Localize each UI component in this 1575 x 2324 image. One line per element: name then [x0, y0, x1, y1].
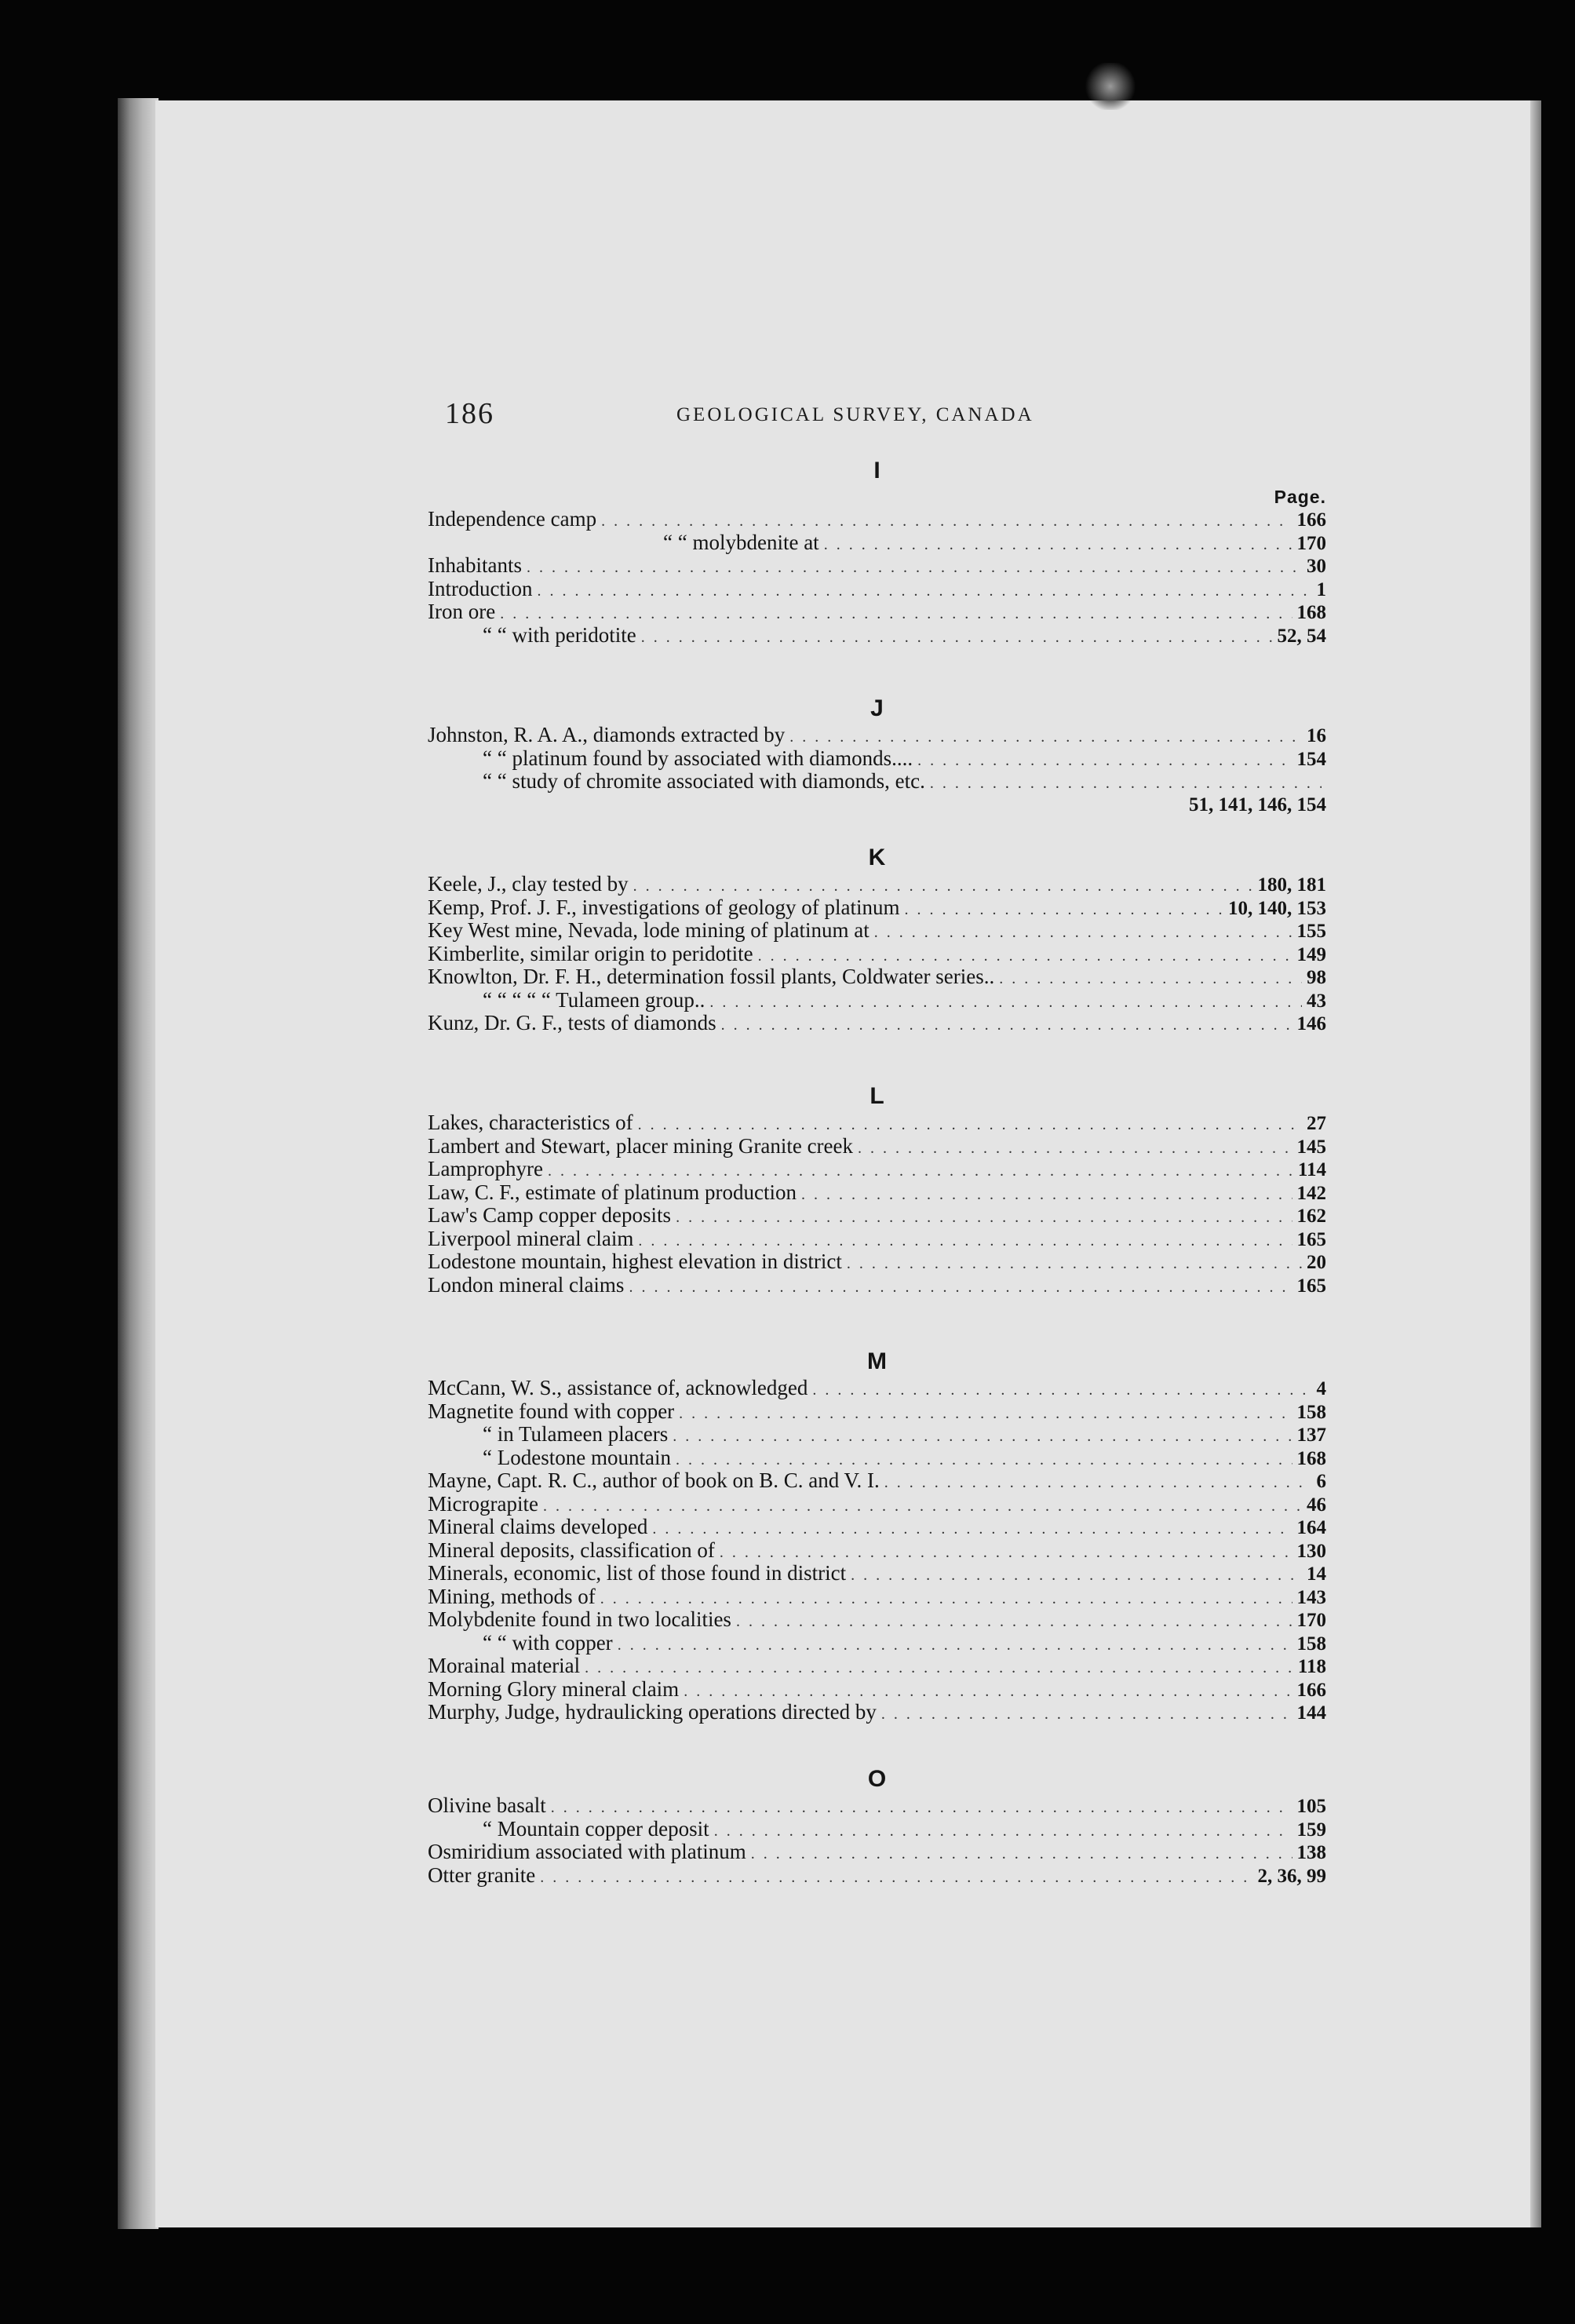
index-entry	[428, 1158, 1326, 1181]
entry-text: Morainal material	[428, 1654, 581, 1677]
section-letter: I	[873, 458, 880, 483]
entry-text: “ “ with peridotite	[483, 622, 636, 647]
entry-text: Inhabitants	[428, 553, 522, 577]
entry-text: “ “ “ “ “ Tulameen group..	[483, 987, 705, 1012]
index-entry	[428, 1632, 1326, 1655]
index-entry	[428, 624, 1326, 648]
entry-pages: 165	[1296, 1228, 1326, 1250]
index-section-m	[428, 1350, 1326, 1724]
index-entry	[428, 1678, 1326, 1702]
entry-pages: 155	[1296, 921, 1326, 942]
index-entry	[428, 965, 1326, 989]
entry-text: Mineral claims developed	[428, 1515, 648, 1538]
entry-text: Iron ore	[428, 600, 496, 623]
dot-leader	[721, 1014, 1292, 1038]
entry-text: Micrograpite	[428, 1491, 538, 1516]
entry-pages: 166	[1296, 1679, 1326, 1701]
entry-text: Liverpool mineral claim	[428, 1226, 634, 1250]
entry-text: Law, C. F., estimate of platinum production	[428, 1180, 797, 1204]
index-entry	[428, 1423, 1326, 1447]
entry-pages: 114	[1297, 1159, 1326, 1180]
dot-leader	[824, 534, 1292, 557]
index-entry	[428, 724, 1326, 747]
dot-leader	[676, 1206, 1292, 1230]
dot-leader	[736, 1611, 1292, 1634]
entry-text: Magnetite found with copper	[428, 1399, 675, 1423]
dot-leader	[874, 921, 1292, 945]
dot-leader	[999, 968, 1302, 991]
entry-pages: 10, 140, 153	[1228, 897, 1326, 919]
page-left-edge	[118, 98, 159, 2229]
entry-pages: 20	[1307, 1252, 1326, 1273]
index-entry	[428, 1181, 1326, 1205]
dot-leader	[709, 991, 1302, 1015]
dot-leader	[930, 772, 1322, 796]
entry-text: Morning Glory mineral claim	[428, 1676, 680, 1701]
index-entry	[428, 578, 1326, 601]
index-entry	[428, 1204, 1326, 1228]
entry-pages: 43	[1307, 990, 1326, 1012]
index-entry	[428, 989, 1326, 1012]
index-entry	[428, 508, 1326, 531]
entry-pages: 2, 36, 99	[1257, 1865, 1326, 1887]
index-entry	[428, 1400, 1326, 1424]
entry-text: Johnston, R. A. A., diamonds extracted by	[428, 723, 786, 746]
entry-text: Lakes, characteristics of	[428, 1111, 633, 1134]
entry-pages: 143	[1296, 1586, 1326, 1608]
entry-text: Otter granite	[428, 1862, 536, 1887]
entry-pages: 180, 181	[1257, 874, 1326, 896]
index-entry	[428, 1377, 1326, 1400]
entry-text: “ “ with copper	[483, 1630, 613, 1655]
entry-pages: 158	[1296, 1633, 1326, 1655]
entry-text: Olivine basalt	[428, 1793, 546, 1817]
entry-pages: 27	[1307, 1113, 1326, 1134]
entry-pages: 154	[1296, 748, 1326, 770]
entry-text: Mining, methods of	[428, 1584, 596, 1608]
index-entry	[428, 1539, 1326, 1563]
entry-pages: 98	[1307, 967, 1326, 988]
entry-pages: 105	[1296, 1796, 1326, 1817]
index-entry	[428, 1493, 1326, 1516]
index-entry	[428, 1655, 1326, 1678]
index-entry	[428, 600, 1326, 624]
dot-leader	[679, 1403, 1292, 1426]
index-entry	[428, 919, 1326, 943]
entry-pages: 164	[1296, 1517, 1326, 1538]
dot-leader	[543, 1495, 1302, 1519]
entry-pages: 52, 54	[1277, 625, 1326, 647]
entry-text: McCann, W. S., assistance of, acknowledged	[428, 1376, 808, 1399]
section-letter: K	[868, 845, 886, 870]
scan-speck	[1083, 63, 1138, 110]
dot-leader	[751, 1843, 1292, 1866]
entry-pages: 165	[1296, 1275, 1326, 1297]
entry-text: “ Mountain copper deposit	[483, 1816, 709, 1841]
page-number: 186	[445, 397, 494, 430]
dot-leader	[537, 580, 1311, 604]
page-right-edge	[1530, 100, 1541, 2227]
entry-pages: 118	[1297, 1656, 1326, 1677]
index-entry	[428, 1516, 1326, 1539]
entry-pages: 166	[1296, 509, 1326, 531]
dot-leader	[618, 1634, 1292, 1658]
index-entry	[428, 747, 1326, 771]
index-entry	[428, 770, 1326, 794]
entry-pages: 30	[1307, 556, 1326, 577]
entry-pages: 137	[1296, 1425, 1326, 1446]
index-entry	[428, 1012, 1326, 1035]
entry-pages: 4	[1316, 1378, 1326, 1399]
dot-leader	[881, 1703, 1292, 1727]
index-section-k	[428, 846, 1326, 1035]
entry-text: Introduction	[428, 576, 533, 600]
entry-pages: 159	[1296, 1819, 1326, 1841]
page-column-heading: Page.	[1274, 487, 1326, 507]
entry-text: Kemp, Prof. J. F., investigations of geology of platinum	[428, 895, 900, 919]
dot-leader	[851, 1564, 1302, 1588]
entry-pages: 146	[1296, 1013, 1326, 1034]
entry-pages: 138	[1296, 1842, 1326, 1863]
entry-pages: 1	[1316, 578, 1326, 600]
entry-text: Knowlton, Dr. F. H., determination fossil plants, Coldwater series..	[428, 965, 995, 988]
entry-pages: 162	[1296, 1206, 1326, 1227]
dot-leader	[905, 899, 1223, 922]
entry-pages: 46	[1307, 1494, 1326, 1516]
index-entry	[428, 1701, 1326, 1724]
index-entry	[428, 1794, 1326, 1818]
entry-text: “ Lodestone mountain	[483, 1445, 671, 1469]
entry-text: Lambert and Stewart, placer mining Granite creek	[428, 1133, 854, 1158]
index-entry	[428, 1228, 1326, 1251]
entry-pages: 142	[1296, 1182, 1326, 1204]
entry-pages: 130	[1296, 1540, 1326, 1562]
entry-text: Kimberlite, similar origin to peridotite	[428, 941, 753, 965]
entry-text: Molybdenite found in two localities	[428, 1607, 731, 1631]
entry-text: “ “ molybdenite at	[663, 530, 819, 554]
index-entry	[428, 1864, 1326, 1888]
index-entry	[428, 1841, 1326, 1864]
dot-leader	[884, 1472, 1312, 1495]
dot-leader	[527, 556, 1302, 580]
index-entry	[428, 1111, 1326, 1135]
entry-pages: 170	[1296, 532, 1326, 554]
entry-text: Mayne, Capt. R. C., author of book on B. C. and V. I.	[428, 1468, 880, 1492]
entry-text: “ “ study of chromite associated with diamonds, etc.	[483, 769, 925, 793]
entry-pages: 149	[1296, 943, 1326, 965]
entry-text: Murphy, Judge, hydraulicking operations directed by	[428, 1700, 877, 1724]
entry-text: Law's Camp copper deposits	[428, 1203, 672, 1227]
running-title: GEOLOGICAL SURVEY, CANADA	[676, 404, 1034, 425]
entry-pages: 170	[1296, 1610, 1326, 1631]
entry-pages: 145	[1296, 1136, 1326, 1158]
entry-text: “ “ platinum found by associated with diamonds....	[483, 746, 913, 770]
index-entry	[428, 1585, 1326, 1609]
entry-text: Independence camp	[428, 507, 597, 531]
index-section-o	[428, 1768, 1326, 1887]
index-entry	[428, 896, 1326, 920]
dot-leader	[858, 1137, 1292, 1161]
entry-text: “ in Tulameen placers	[483, 1422, 669, 1446]
entry-text: Kunz, Dr. G. F., tests of diamonds	[428, 1011, 716, 1034]
dot-leader	[847, 1253, 1302, 1276]
dot-leader	[641, 626, 1273, 650]
dot-leader	[917, 750, 1292, 773]
index-section-i	[428, 459, 1326, 647]
dot-leader	[673, 1425, 1292, 1449]
section-letter: J	[870, 695, 884, 721]
entry-pages: 168	[1296, 1447, 1326, 1469]
dot-leader	[540, 1866, 1252, 1890]
index-entry	[428, 1818, 1326, 1841]
dot-leader	[714, 1820, 1292, 1844]
dot-leader	[652, 1518, 1292, 1541]
section-letter: O	[867, 1766, 887, 1792]
index-entry	[428, 1274, 1326, 1297]
index-entry	[428, 1447, 1326, 1470]
dot-leader	[812, 1379, 1311, 1403]
index-entry	[428, 1469, 1326, 1493]
index-section-j	[428, 697, 1326, 816]
index-entry	[428, 873, 1326, 896]
index-entry	[428, 554, 1326, 578]
entry-text: London mineral claims	[428, 1272, 625, 1297]
entry-text: Lamprophyre	[428, 1157, 543, 1180]
entry-pages: 168	[1296, 602, 1326, 623]
entry-text: Mineral deposits, classification of	[428, 1538, 715, 1562]
entry-pages: 144	[1296, 1702, 1326, 1724]
index-entry	[428, 1135, 1326, 1158]
dot-leader	[585, 1657, 1293, 1680]
section-letter: M	[867, 1348, 887, 1374]
entry-pages: 16	[1307, 725, 1326, 746]
index-entry	[428, 531, 1326, 555]
entry-text: Lodestone mountain, highest elevation in district	[428, 1250, 842, 1273]
entry-pages: 158	[1296, 1401, 1326, 1423]
entry-pages: 14	[1307, 1563, 1326, 1585]
index-entry	[428, 1562, 1326, 1585]
entry-text: Minerals, economic, list of those found in district	[428, 1561, 847, 1585]
entry-text: Keele, J., clay tested by	[428, 872, 629, 896]
entry-text: Osmiridium associated with platinum	[428, 1840, 746, 1863]
entry-pages: 6	[1316, 1471, 1326, 1492]
page-header	[445, 396, 1332, 443]
index-entry	[428, 943, 1326, 966]
entry-text: Key West mine, Nevada, lode mining of platinum at	[428, 918, 870, 942]
entry-pages-continuation: 51, 141, 146, 154	[1189, 794, 1326, 815]
index-entry	[428, 1250, 1326, 1274]
dot-leader	[801, 1184, 1292, 1207]
index-entry	[428, 1608, 1326, 1632]
index-section-l	[428, 1085, 1326, 1297]
dot-leader	[629, 1276, 1292, 1300]
section-letter: L	[870, 1083, 884, 1109]
